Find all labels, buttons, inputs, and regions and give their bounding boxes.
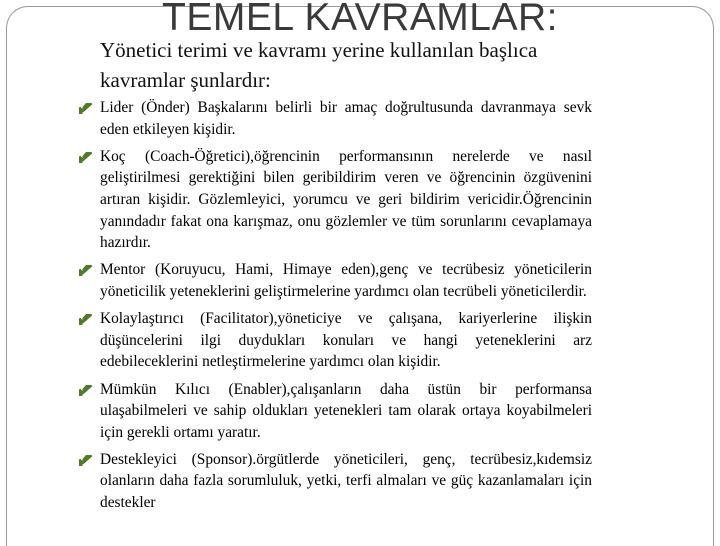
term-list <box>78 97 592 519</box>
diamond-checkmark-icon <box>78 263 93 277</box>
diamond-checkmark-icon <box>78 383 93 397</box>
slide-title: TEMEL KAVRAMLAR: <box>162 0 558 39</box>
list-item <box>78 449 592 514</box>
item-text: Kolaylaştırıcı (Facilitator),yöneticiye ve çalışana, kariyerlerine ilişkin düşüncelerini ilgi duydukları konuları ve hangi yeteneklerini arz edebileceklerini netleştirmelerine yardımcı olan kişidir. <box>100 310 592 371</box>
diamond-checkmark-icon <box>78 312 93 326</box>
list-item <box>78 97 592 140</box>
item-text: Lider (Önder) Başkalarını belirli bir amaç doğrultusunda davranmaya sevk eden etkileyen kişidir. <box>100 99 592 138</box>
diamond-checkmark-icon <box>78 101 93 115</box>
list-item <box>78 379 592 444</box>
item-text: Mümkün Kılıcı (Enabler),çalışanların daha üstün bir performansa ulaşabilmeleri ve sahip oldukları yetenekleri tam olarak ortaya koyabilmeleri için gerekli ortamı yaratır. <box>100 380 592 441</box>
list-item <box>78 146 592 254</box>
item-text: Destekleyici (Sponsor).örgütlerde yöneticileri, genç, tecrübesiz,kıdemsiz olanların daha fazla sorumluluk, yetki, terfi almaları ve güç kazanlamaları için destekler <box>100 450 592 512</box>
item-text: Mentor (Koruyucu, Hami, Himaye eden),genç ve tecrübesiz yöneticilerin yöneticilik yeteneklerini geliştirmelerine yardımcı olan tecrübeli yöneticilerdir. <box>100 261 592 300</box>
list-item <box>78 308 592 373</box>
slide-intro: Yönetici terimi ve kavramı yerine kullanılan başlıca kavramlar şunlardır: <box>100 38 538 92</box>
item-text: Koç (Coach-Öğretici),öğrencinin performansının nerelerde ve nasıl geliştirilmesi gerektiğini bilen geribildirim veren ve öğrencinin özgüvenini artıran kişidir. Gözlemleyici, yorumcu ve geri bildirim vericidir.Öğrencinin yanındadır fakat ona karışmaz, onu gözlemler ve tüm sorunlarını cevaplamaya hazırdır. <box>100 147 592 252</box>
diamond-checkmark-icon <box>78 453 93 467</box>
list-item <box>78 259 592 302</box>
diamond-checkmark-icon <box>78 150 93 164</box>
